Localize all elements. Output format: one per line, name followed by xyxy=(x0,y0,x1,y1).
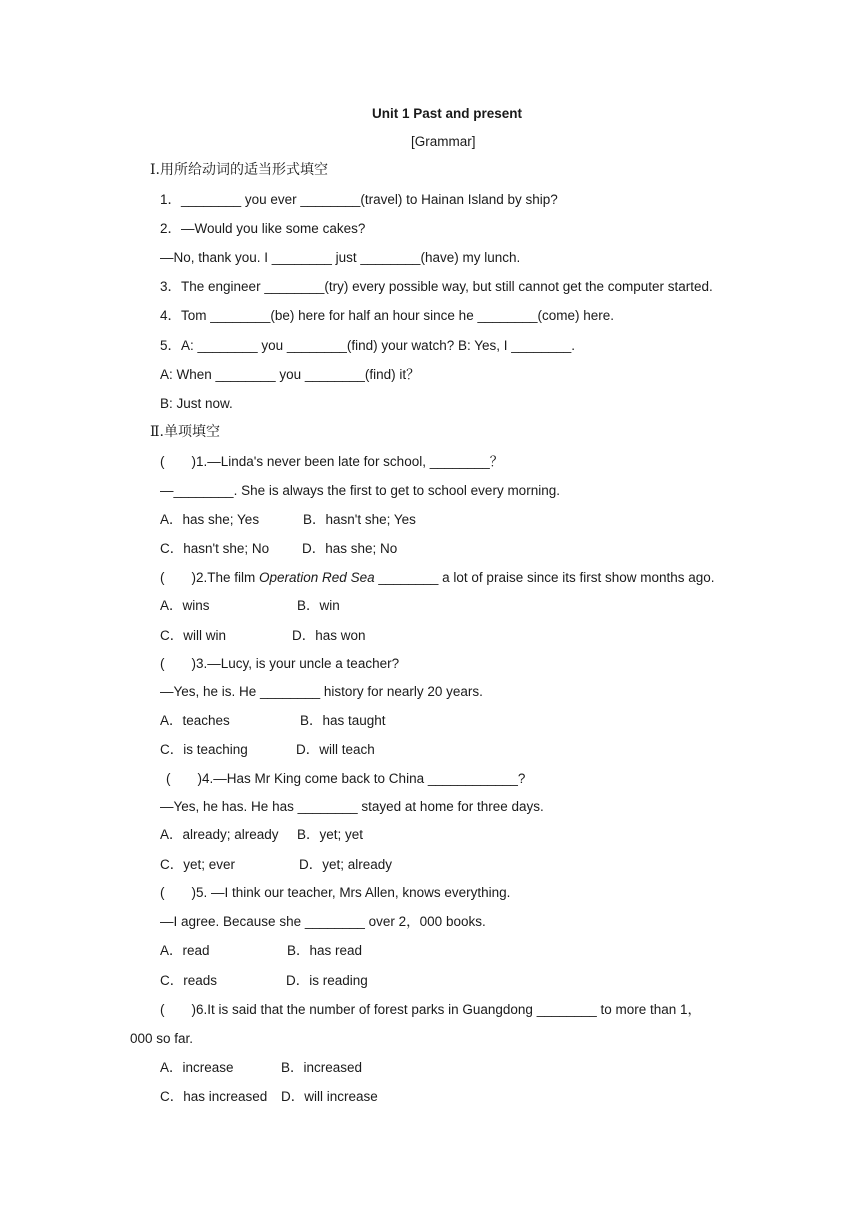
s2-q3-option-c: C．is teaching xyxy=(160,742,248,757)
s2-q6-stem: ( )6.It is said that the number of forest parks in Guangdong ________ to more than 1， xyxy=(160,1002,702,1017)
s1-question-5-line2: A: When ________ you ________(find) it？ xyxy=(160,367,420,382)
s2-q6-option-b: B．increased xyxy=(281,1060,363,1075)
s1-question-4: 4．Tom ________(be) here for half an hour since he ________(come) here. xyxy=(160,308,615,323)
s2-q3-stem2: —Yes, he is. He ________ history for nearly 20 years. xyxy=(160,684,483,699)
s2-q3-option-a: A．teaches xyxy=(160,713,230,728)
s2-q1-stem2: —________. She is always the first to get to school every morning. xyxy=(160,483,560,498)
s2-q2-stem-pre: ( )2.The film xyxy=(160,570,260,585)
s2-q2-option-b: B．win xyxy=(297,598,340,613)
s2-q2-option-c: C．will win xyxy=(160,628,227,643)
section2-heading: Ⅱ.单项填空 xyxy=(150,424,220,440)
s2-q2-option-a: A．wins xyxy=(160,598,210,613)
s2-q2-option-d: D．has won xyxy=(292,628,366,643)
s1-question-3: 3．The engineer ________(try) every possible way, but still cannot get the computer started. xyxy=(160,279,713,294)
s1-question-2: 2．—Would you like some cakes? xyxy=(160,221,366,236)
s2-q6-option-a: A．increase xyxy=(160,1060,234,1075)
s1-question-2-reply: —No, thank you. I ________ just ________(have) my lunch. xyxy=(160,250,521,265)
s2-q1-option-a: A．has she; Yes xyxy=(160,512,260,527)
s2-q2-film-title: Operation Red Sea xyxy=(259,570,375,585)
s2-q4-option-d: D．yet; already xyxy=(299,857,393,872)
s2-q1-option-c: C．hasn't she; No xyxy=(160,541,270,556)
s2-q6-option-d: D．will increase xyxy=(281,1089,378,1104)
s2-q5-option-a: A．read xyxy=(160,943,210,958)
s2-q3-option-b: B．has taught xyxy=(300,713,386,728)
s2-q6-stem2: 000 so far. xyxy=(130,1031,194,1046)
s2-q6-option-c: C．has increased xyxy=(160,1089,268,1104)
page-title: Unit 1 Past and present xyxy=(372,106,523,121)
s2-q5-option-b: B．has read xyxy=(287,943,363,958)
s2-q1-stem: ( )1.—Linda's never been late for school, ________？ xyxy=(160,454,504,469)
s2-q5-stem2: —I agree. Because she ________ over 2，000 books. xyxy=(160,914,486,929)
s2-q2-stem xyxy=(160,570,715,586)
s2-q5-option-d: D．is reading xyxy=(286,973,368,988)
s1-question-5: 5．A: ________ you ________(find) your watch? B: Yes, I ________. xyxy=(160,338,576,353)
page-subtitle: [Grammar] xyxy=(411,134,476,149)
s2-q2-stem-post: ________ a lot of praise since its first show months ago. xyxy=(374,570,715,585)
s2-q5-option-c: C．reads xyxy=(160,973,218,988)
s2-q4-stem2: —Yes, he has. He has ________ stayed at home for three days. xyxy=(160,799,544,814)
s2-q3-stem: ( )3.—Lucy, is your uncle a teacher? xyxy=(160,656,400,671)
s2-q4-stem: ( )4.—Has Mr King come back to China ____________? xyxy=(166,771,526,786)
s1-question-5-line3: B: Just now. xyxy=(160,396,233,411)
section1-heading: Ⅰ.用所给动词的适当形式填空 xyxy=(150,162,328,178)
s2-q4-option-a: A．already; already xyxy=(160,827,279,842)
s1-question-1: 1．________ you ever ________(travel) to Hainan Island by ship? xyxy=(160,192,558,207)
s2-q3-option-d: D．will teach xyxy=(296,742,375,757)
s2-q1-option-d: D．has she; No xyxy=(302,541,398,556)
s2-q4-option-c: C．yet; ever xyxy=(160,857,236,872)
s2-q4-option-b: B．yet; yet xyxy=(297,827,364,842)
s2-q5-stem: ( )5. —I think our teacher, Mrs Allen, knows everything. xyxy=(160,885,511,900)
s2-q1-option-b: B．hasn't she; Yes xyxy=(303,512,416,527)
